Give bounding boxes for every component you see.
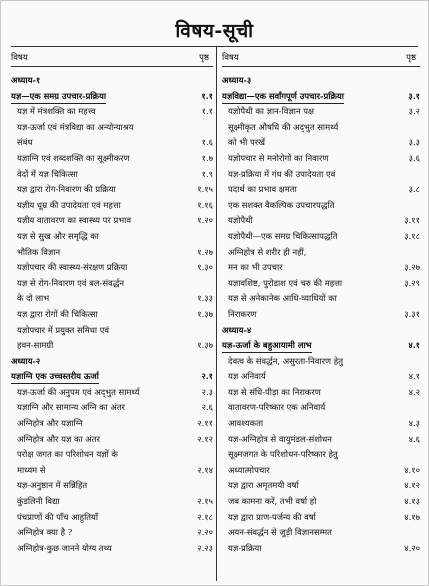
entry-page-number: ४.२० — [404, 542, 420, 553]
entry-page-number: ३.१८ — [404, 230, 420, 241]
entry-page-number: ३.११ — [404, 215, 420, 226]
toc-entry — [11, 385, 213, 401]
toc-entry — [222, 432, 420, 448]
entry-page-number: २.१२ — [197, 433, 213, 444]
entry-page-number: ३.३१ — [404, 308, 420, 319]
toc-entry — [11, 182, 213, 198]
toc-entry — [11, 260, 213, 276]
toc-entry — [222, 104, 420, 120]
chapter-heading — [222, 323, 420, 339]
entry-page-number: ४.१३ — [404, 496, 420, 507]
entry-title: यज्ञोपचार की स्वास्थ्य-संरक्षण प्रक्रिया — [17, 262, 128, 273]
header-subject: विषय — [222, 53, 239, 63]
entry-title: यज्ञोपचार में प्रयुक्त समिधा एवं — [17, 324, 110, 335]
entry-title: यज्ञ-प्रक्रिया में गंध की उपादेयता एवं — [228, 168, 336, 179]
entry-title: परोक्ष जगत का परिशोधन यज्ञों के — [17, 449, 118, 460]
entry-title: यज्ञ—एक समग्र उपचार-प्रक्रिया — [11, 90, 106, 104]
toc-entry — [11, 104, 213, 120]
entry-page-number: २.२३ — [197, 542, 213, 553]
toc-entry — [222, 120, 420, 136]
chapter-heading — [11, 73, 213, 89]
toc-entry — [11, 213, 213, 229]
toc-entry — [222, 213, 420, 229]
entry-page-number: ४.१ — [408, 371, 420, 382]
entry-title: यज्ञोपैथी — [228, 215, 253, 226]
entry-title: निराकरण — [228, 308, 257, 319]
entry-title: कुंडलिनी विद्या — [17, 496, 60, 507]
column-header — [222, 47, 420, 67]
toc-entry — [222, 198, 420, 214]
toc-entry — [11, 198, 213, 214]
entry-page-number: १.३० — [197, 262, 213, 273]
entry-page-number: २.११ — [197, 418, 213, 429]
toc-entry — [11, 525, 213, 541]
toc-entry — [11, 276, 213, 292]
entry-title: यज्ञाग्नि और सामान्य अग्नि का अंतर — [17, 402, 125, 413]
entry-title: भौतिक विज्ञान — [17, 246, 61, 257]
toc-entry — [222, 182, 420, 198]
toc-entry — [11, 135, 213, 151]
entry-title: को भी परखें — [228, 137, 266, 148]
entry-page-number: २.२० — [197, 527, 213, 538]
toc-entry — [11, 291, 213, 307]
toc-entry — [222, 135, 420, 151]
entry-title: यज्ञोपैथी—एक समग्र चिकित्सापद्धति — [228, 230, 338, 241]
entry-title: अग्निहोत्र क्या है ? — [17, 527, 73, 538]
entry-title: हवन-सामग्री — [17, 340, 54, 351]
column-divider — [216, 47, 217, 581]
header-page: पृष्ठ — [199, 53, 209, 63]
entry-page-number: ४.१२ — [404, 480, 420, 491]
toc-entry — [11, 510, 213, 526]
toc-entry — [11, 323, 213, 339]
entry-page-number: १.९ — [201, 168, 213, 179]
entry-page-number: ४.१ — [408, 340, 420, 351]
entry-title: मन का भी उपचार — [228, 262, 283, 273]
entry-page-number: १.१ — [201, 106, 213, 117]
entry-page-number: १.३७ — [197, 308, 213, 319]
entry-page-number: ४.१७ — [404, 511, 420, 522]
toc-entry — [222, 354, 420, 370]
entry-title: यज्ञ द्वारा रोग-निवारण की प्रक्रिया — [17, 184, 116, 195]
entry-page-number: २.१८ — [197, 511, 213, 522]
entry-title: यज्ञ से सुख और समृद्धि का — [17, 230, 99, 241]
entry-page-number: ३.२७ — [404, 262, 420, 273]
entry-title: यज्ञ-प्रक्रिया — [228, 542, 262, 553]
entry-title: यज्ञ अनिवार्य — [228, 371, 266, 382]
entry-title: यज्ञाग्नि एक उच्चस्तरीय ऊर्जा — [11, 370, 99, 384]
entry-page-number: १.२० — [197, 215, 213, 226]
entry-title: यज्ञ-ऊर्जा एवं मंत्रविद्या का अन्योन्याश्रय — [17, 121, 134, 132]
entry-title: पदार्थ का प्रभाव क्षमता — [228, 184, 297, 195]
entry-page-number: १.७ — [201, 152, 213, 163]
toc-entry — [222, 447, 420, 463]
entry-title: सूक्ष्मीकृत औषधि की अद्‍भुत सामर्थ्य — [228, 121, 339, 132]
entry-title: अध्याय-३ — [222, 75, 252, 85]
toc-entry — [11, 447, 213, 463]
entry-page-number: ४.३ — [408, 418, 420, 429]
toc-entry — [222, 151, 420, 167]
toc-entry — [11, 120, 213, 136]
toc-entry — [222, 463, 420, 479]
toc-entry — [11, 245, 213, 261]
entry-title: वेदों में यज्ञ चिकित्सा — [17, 168, 78, 179]
entry-title: यज्ञ से संधि-पीड़ा का निराकरण — [228, 386, 321, 397]
entry-page-number: ३.६ — [408, 152, 420, 163]
toc-entry — [11, 338, 213, 354]
entry-title: यज्ञीय वातावरण का स्वास्थ्य पर प्रभाव — [17, 215, 131, 226]
column-header — [11, 47, 213, 67]
entry-page-number: ४.१० — [404, 464, 420, 475]
entry-title: अयन-संवर्द्धन से जुड़ी विज्ञानसम्मत — [228, 527, 332, 538]
entry-title: यज्ञविद्या—एक सर्वांगपूर्ण उपचार-प्रक्रिया — [222, 90, 344, 104]
entry-title: सूक्ष्मजगत के परिशोधन-परिष्कार हेतु — [228, 449, 338, 460]
entry-title: जब कामना करें, तभी वर्षा हो — [228, 496, 317, 507]
entry-title: यज्ञ से रोग-निवारण एवं बल-संवर्द्धन — [17, 277, 125, 288]
entry-title: अग्निहोत्र-कुछ जानने योग्य तथ्य — [17, 542, 112, 553]
toc-entry — [11, 167, 213, 183]
section-heading — [11, 369, 213, 385]
toc-entry — [222, 494, 420, 510]
toc-entry — [222, 416, 420, 432]
entry-title: यज्ञ द्वारा रोगों की चिकित्सा — [17, 308, 98, 319]
toc-entry — [222, 245, 420, 261]
entry-title: यज्ञीय धूम्र की उपादेयता एवं महत्ता — [17, 199, 121, 210]
toc-entry — [222, 510, 420, 526]
toc-entry — [222, 525, 420, 541]
entry-title: अग्निहोत्र और यज्ञाग्नि — [17, 418, 83, 429]
entry-page-number: ४.६ — [408, 433, 420, 444]
entry-page-number: ३.८ — [408, 184, 420, 195]
entry-title: आवश्यकता — [228, 418, 264, 429]
entry-title: अग्निहोत्र और यज्ञ का अंतर — [17, 433, 100, 444]
entry-page-number: ४.२ — [408, 386, 420, 397]
entry-title: एक सशक्त वैकल्पिक उपचारपद्धति — [228, 199, 335, 210]
toc-column-right — [222, 47, 420, 556]
toc-entry — [222, 291, 420, 307]
entry-title: अध्याय-२ — [11, 355, 41, 366]
entry-page-number: २.६ — [201, 402, 213, 413]
toc-entry — [222, 276, 420, 292]
entry-page-number: २.३ — [201, 386, 213, 397]
entry-title: यज्ञ से अनेकानेक आधि-व्याधियों का — [228, 293, 337, 304]
entry-page-number: १.१ — [201, 90, 213, 101]
entry-page-number: १.३३ — [197, 293, 213, 304]
entry-page-number: १.३७ — [197, 340, 213, 351]
toc-entry — [11, 478, 213, 494]
entry-title: वातावरण-परिष्कार एक अनिवार्य — [228, 402, 326, 413]
entry-title: यज्ञावशिष्ट, पुरोडाश एवं चरु की महत्ता — [228, 277, 343, 288]
toc-entry — [11, 400, 213, 416]
toc-column-left — [11, 47, 213, 556]
toc-entry — [222, 307, 420, 323]
toc-entry — [222, 260, 420, 276]
toc-entry — [11, 151, 213, 167]
page-title: विषय-सूची — [175, 20, 254, 42]
header-page: पृष्ठ — [406, 53, 416, 63]
toc-entry — [11, 541, 213, 557]
chapter-heading — [222, 73, 420, 89]
entry-title: यज्ञोपचार से मनोरोगों का निवारण — [228, 152, 329, 163]
entry-page-number: ३.२९ — [404, 277, 420, 288]
entry-title: पंचप्राणों की पाँच आहुतियाँ — [17, 511, 99, 522]
entry-title: अग्निहोत्र से शरीर ही नहीं, — [228, 246, 307, 257]
entry-title: यज्ञोपैथी का ज्ञान-विज्ञान पक्ष — [228, 106, 315, 117]
toc-entry — [11, 307, 213, 323]
toc-entry — [222, 478, 420, 494]
toc-entry — [222, 400, 420, 416]
entry-title: यज्ञ-अनुष्ठान में सन्निहित — [17, 480, 88, 491]
entry-page-number: १.६ — [201, 137, 213, 148]
entry-page-number: ३.२ — [408, 106, 420, 117]
entry-page-number: ३.३ — [408, 137, 420, 148]
entry-title: अध्याय-४ — [222, 324, 252, 335]
entry-page-number: २.१५ — [197, 496, 213, 507]
section-heading — [11, 89, 213, 105]
toc-entry — [222, 229, 420, 245]
section-heading — [222, 89, 420, 105]
entry-title: यज्ञ में मंत्रशक्ति का महत्त्व — [17, 106, 96, 117]
chapter-heading — [11, 354, 213, 370]
toc-entry — [11, 494, 213, 510]
entry-title: माध्यम से — [17, 464, 46, 475]
toc-entry — [222, 541, 420, 557]
toc-entry — [11, 416, 213, 432]
entry-page-number: २.१ — [201, 371, 213, 382]
entry-page-number: २.१४ — [197, 464, 213, 475]
toc-entry — [222, 369, 420, 385]
entry-title: यज्ञ-अग्निहोत्र से वायुमंडल-संशोधन — [228, 433, 332, 444]
entry-page-number: १.२७ — [197, 246, 213, 257]
toc-entry — [11, 463, 213, 479]
entry-title: अध्यात्मोपचार — [228, 464, 270, 475]
section-heading — [222, 338, 420, 354]
entry-title: यज्ञ द्वारा प्राण-पर्जन्य की वर्षा — [228, 511, 316, 522]
entry-page-number: ३.१ — [408, 90, 420, 101]
toc-entry — [222, 167, 420, 183]
toc-entry — [11, 229, 213, 245]
entry-title: संबंध — [17, 137, 33, 148]
entry-title: देवत्व के संवर्द्धन, असुरता-निवारण हेतु — [228, 355, 343, 366]
entry-page-number: १.१६ — [197, 199, 213, 210]
header-subject: विषय — [11, 53, 28, 63]
entry-page-number: १.१५ — [197, 184, 213, 195]
entry-title: यज्ञ द्वारा अमृतमयी वर्षा — [228, 480, 299, 491]
entry-title: यज्ञाग्नि एवं शब्दशक्ति का सूक्ष्मीकरण — [17, 152, 130, 163]
entry-title: यज्ञ-ऊर्जा की अनुपम एवं अद्‍भुत सामर्थ्य — [17, 386, 140, 397]
entry-title: यज्ञ-ऊर्जा के बहुआयामी लाभ — [222, 339, 312, 353]
toc-entry — [11, 432, 213, 448]
entry-title: के दो लाभ — [17, 293, 50, 304]
toc-entry — [222, 385, 420, 401]
entry-title: अध्याय-१ — [11, 75, 41, 85]
